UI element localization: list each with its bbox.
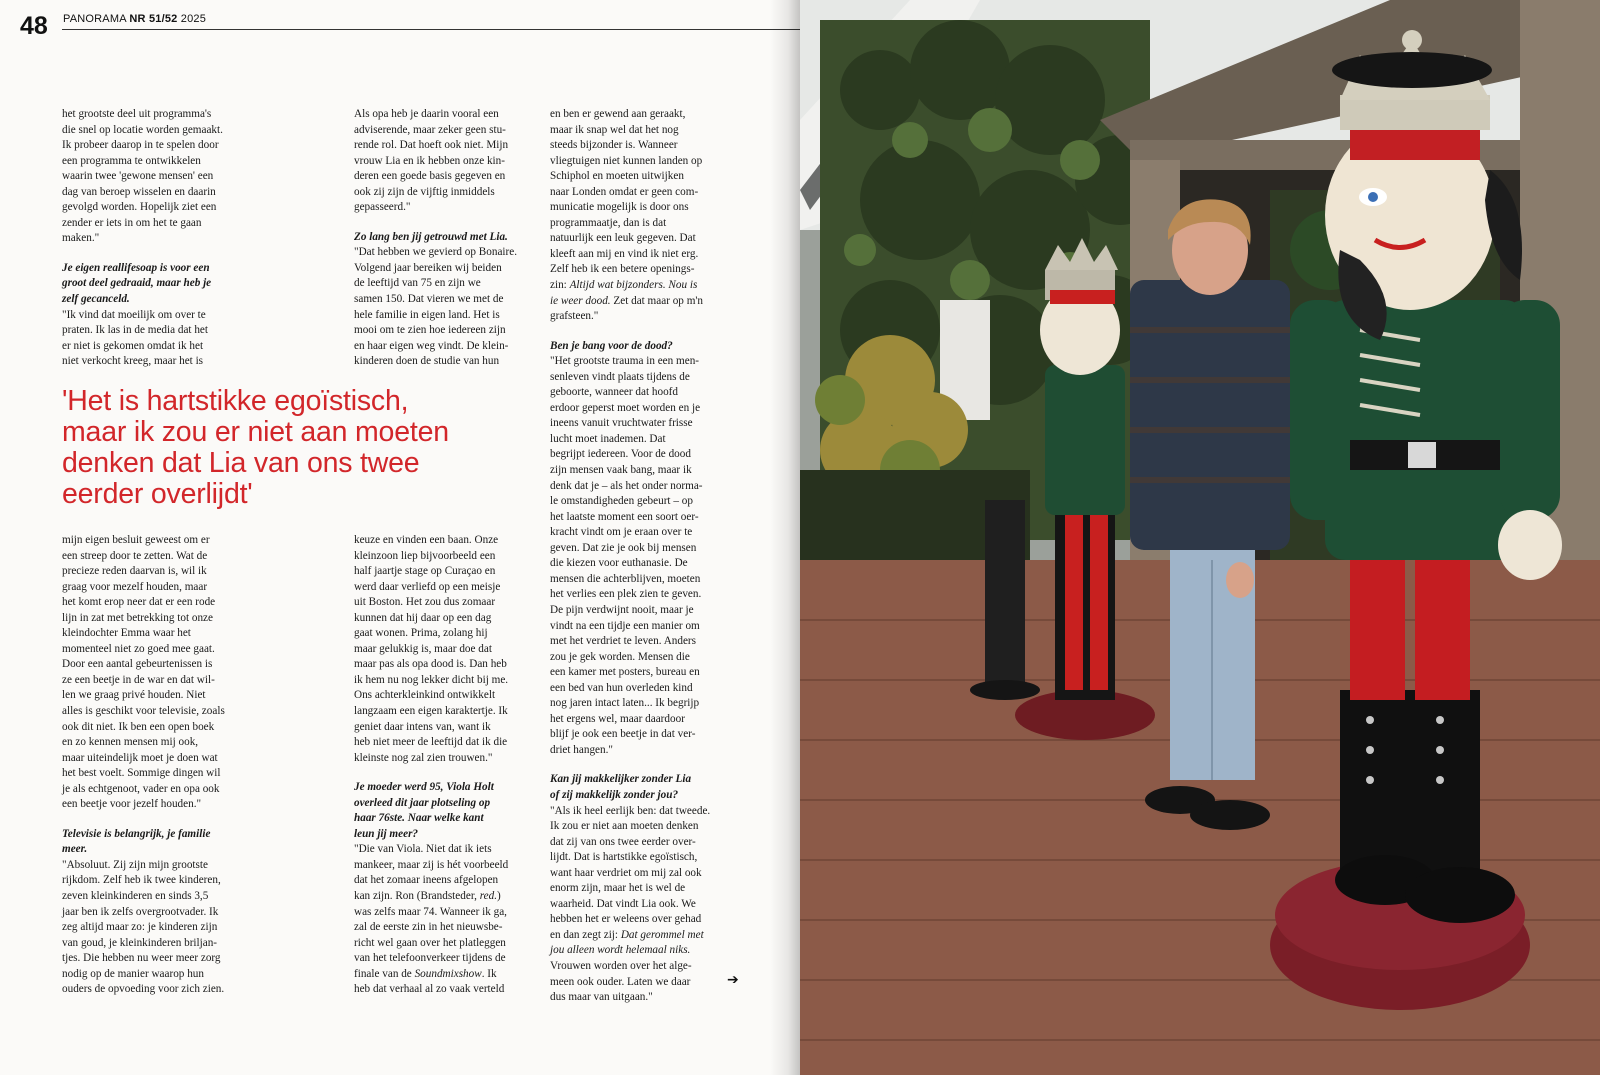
- issue-number: NR 51/52: [129, 13, 178, 25]
- italic-quote: Altijd wat bijzonders. Nou is ie weer dood.: [550, 279, 698, 307]
- pull-quote: 'Het is hartstikke egoïstisch, maar ik zou er niet aan moeten denken dat Lia van ons twee eerder overlijdt': [62, 385, 449, 510]
- column-3: [550, 107, 745, 1006]
- publication-name: PANORAMA: [63, 13, 127, 25]
- header-rule: [62, 29, 800, 30]
- column-1-top: [62, 107, 262, 370]
- italic-quote: Dat gerommel met jou alleen wordt helemaal niks.: [550, 928, 704, 957]
- answer-segment: "Die van Viola. Niet dat ik iets mankeer, maar zij is hét voorbeeld dat het zomaar ineens afgelopen kan zijn. Ron (Brandsteder,: [354, 843, 509, 903]
- body-text: [550, 107, 745, 325]
- body-text: het grootste deel uit programma's die snel op locatie worden gemaakt. Ik probeer daarop in te spelen door een programma te ontwikkelen waarin twee 'gewone mensen' een dag van beroep wisselen en daarin gevolgd worden. Hopelijk ziet een zender er iets in om het te gaan maken.": [62, 108, 223, 245]
- interview-question: Je moeder werd 95, Viola Holt overleed dit jaar plotseling op haar 76ste. Naar welke kant leun jij meer?: [354, 781, 494, 840]
- nutcracker-photo: [800, 0, 1600, 1075]
- body-text: "Absoluut. Zij zijn mijn grootste rijkdom. Zelf heb ik twee kinderen, zeven kleinkinderen en sinds 3,5 jaar ben ik zelfs overgrootvader. Ik zeg altijd maar zo: je kinderen zijn van goud, je kleinkinderen briljan- tjes. Die hebben nu weer meer zorg nodig op de manier waarop hun ouders de opvoeding voor zich zien.: [62, 858, 225, 996]
- body-text: "Dat hebben we gevierd op Bonaire. Volgend jaar bereiken wij beiden de leeftijd van 75 en zijn we samen 150. Dat vieren we met de hele familie in eigen land. Het is mooi om te zien hoe iedereen zijn en haar eigen weg vindt. De klein- kinderen doen de studie van hun: [354, 246, 517, 368]
- body-text: [550, 804, 745, 1006]
- answer-segment: . Ik heb dat verhaal al zo vaak verteld: [354, 967, 505, 996]
- answer-segment: en ben er gewend aan geraakt, maar ik snap wel dat het nog steeds bijzonder is. Wanneer vliegtuigen niet kunnen landen op Schiphol en moeten uitwijken naar Londen omdat er geen com- municatie mogelijk is door ons programmaatje, dan is dat natuurlijk een leuk gegeven. Dat kleeft aan mij en vind ik niet erg. Zelf heb ik een betere openings- zin:: [550, 108, 703, 292]
- interview-question: Je eigen reallifesoap is voor een groot deel gedraaid, maar heb je zelf gecanceld.: [62, 261, 212, 306]
- interview-question: Televisie is belangrijk, je familie meer.: [62, 827, 211, 856]
- show-title: Soundmixshow: [414, 967, 482, 980]
- body-text: mijn eigen besluit geweest om er een streep door te zetten. Wat de precieze reden daarvan is, wil ik graag voor mezelf houden, maar het komt erop neer dat er een rode lijn in zat met betrekking tot onze kleindochter Emma waar het momenteel niet zo goed mee gaat. Door een aantal gebeurtenissen is ze een beetje in de war en dat wil- len we graag privé houden. Niet alles is geschikt voor televisie, zoals ook dit niet. Ik ben een open boek en zo kennen mensen mij ook, maar uiteindelijk moet je doen wat het best voelt. Sommige dingen wil je als echtgenoot, vader en opa ook een beetje voor jezelf houden.": [62, 534, 225, 811]
- body-text: keuze en vinden een baan. Onze kleinzoon liep bijvoorbeeld een half jaartje stage op Curaçao en werd daar verliefd op een meisje uit Boston. Het zou dus zomaar kunnen dat hij daar op een dag gaat wonen. Prima, zolang hij maar gelukkig is, maar doe dat maar pas als opa dood is. Dan heb ik hem nu nog lekker dicht bij me. Ons achterkleinkind ontwikkelt langzaam een eigen karaktertje. Ik geniet daar intens van, want ik heb niet meer de leeftijd dat ik die kleinste nog zal zien trouwen.": [354, 534, 509, 764]
- body-text: "Het grootste trauma in een men- senleven vindt plaats tijdens de geboorte, wanneer dat hoofd erdoor geperst moet worden en je ineens vanuit vruchtwater frisse lucht moet inademen. Dat begrijpt iedereen. Voor de dood zijn mensen vaak bang, maar ik denk dat je – als het onder norma- le omstandigheden gebeurt – op het laatste moment een soort oer- kracht vindt om je eraan over te geven. Dat zie je ook bij mensen die kiezen voor euthanasie. De mensen die achterblijven, moeten het verlies een plek zien te geven. De pijn verdwijnt nooit, maar je vindt na een tijdje een manier om met het verdriet te leven. Anders zou je gek worden. Mensen die een kamer met posters, bureau en een bed van hun overleden kind nog jaren intact laten... Ik begrijp het ergens wel, maar daardoor blijf je ook een beetje in dat ver- driet hangen.": [550, 355, 703, 756]
- answer-segment: Vrouwen worden over het alge- meen ook ouder. Laten we daar dus maar van uitgaan.": [550, 959, 692, 1004]
- column-2-top: [354, 107, 544, 370]
- issue-year: 2025: [180, 13, 207, 25]
- interview-question: Ben je bang voor de dood?: [550, 339, 673, 352]
- body-text: [354, 842, 544, 997]
- masthead: [63, 13, 206, 25]
- interview-question: Kan jij makkelijker zonder Lia of zij makkelijk zonder jou?: [550, 773, 692, 801]
- answer-segment: ) was zelfs maar 74. Wanneer ik ga, zal de eerste zin in het nieuwsbe- richt wel gaan over het platleggen van het telefoonverkeer tijdens de finale van de: [354, 890, 507, 980]
- answer-segment: Zet dat maar op m'n grafsteen.": [550, 294, 704, 323]
- interview-question: Zo lang ben jij getrouwd met Lia.: [354, 230, 508, 243]
- body-text: "Ik vind dat moeilijk om over te praten. Ik las in de media dat het er niet is gekomen omdat ik het niet verkocht kreeg, maar het is: [62, 308, 209, 368]
- editor-note: red.: [479, 890, 497, 903]
- page-number: 48: [20, 12, 48, 40]
- column-2-bottom: [354, 533, 544, 998]
- continue-arrow-icon: ➔: [727, 972, 739, 988]
- column-1-bottom: [62, 533, 262, 998]
- page-gutter-shadow: [770, 0, 800, 1075]
- photo-page: [800, 0, 1600, 1075]
- answer-segment: "Als ik heel eerlijk ben: dat tweede. Ik zou er niet aan moeten denken dat zij van ons twee eerder over- lijdt. Dat is hartstikke egoïstisch, want haar verdriet om mij zal ook enorm zijn, maar het is wel de waarheid. Dat vindt Lia ook. We hebben het er weleens over gehad en dan zegt zij:: [550, 804, 711, 941]
- body-text: Als opa heb je daarin vooral een adviserende, maar zeker geen stu- rende rol. Dat hoeft ook niet. Mijn vrouw Lia en ik hebben onze kin- deren een goede basis gegeven en ook zij zijn de vijftig inmiddels gepasseerd.": [354, 108, 509, 214]
